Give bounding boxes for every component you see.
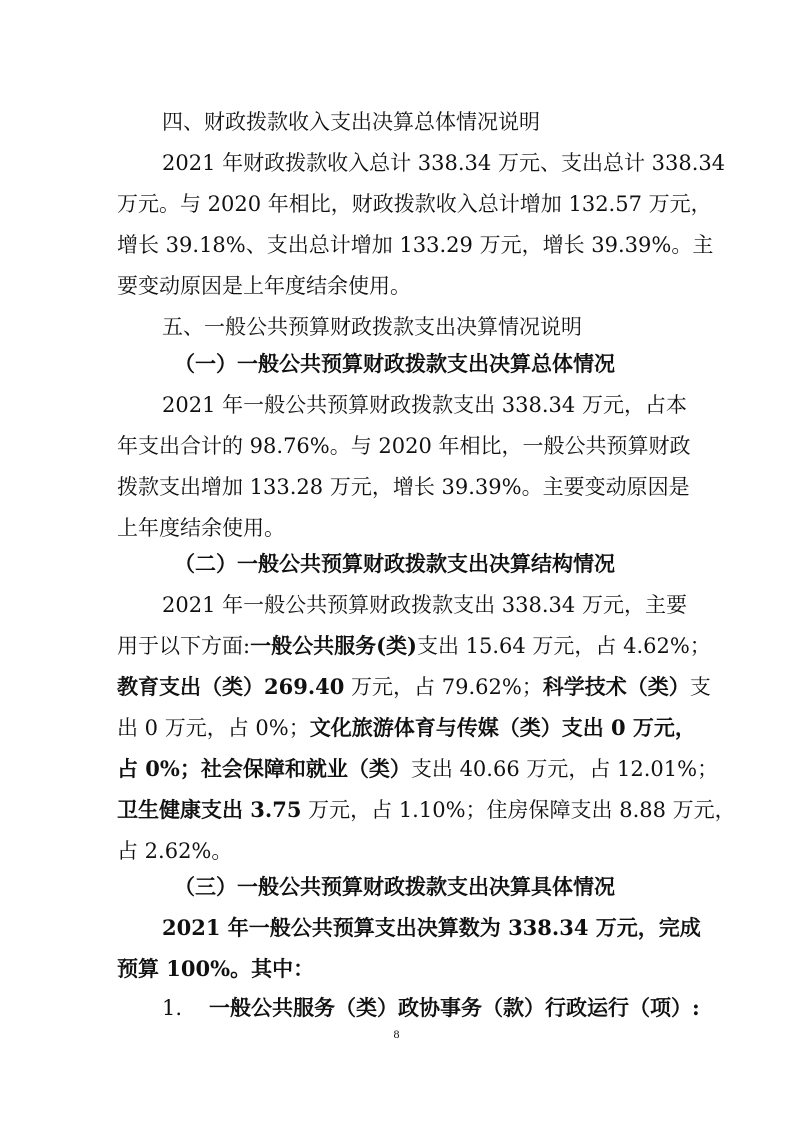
text-run: 用于以下方面: (117, 634, 251, 658)
text-run-bold: 一般公共服务(类) (250, 633, 417, 658)
section-4-heading: 四、财政拨款收入支出决算总体情况说明 (162, 110, 540, 134)
page-number: 8 (393, 1027, 400, 1041)
text-run: 支出 40.66 万元，占 12.01%； (410, 757, 719, 781)
text-run: 万元，占 1.10%；住房保障支出 8.88 万元， (301, 798, 736, 822)
paragraph-line (117, 628, 711, 664)
paragraph-line: 上年度结余使用。 (117, 516, 285, 540)
paragraph-line-bold: 预算 100%。其中： (117, 956, 315, 981)
paragraph-line: 占 2.62%。 (117, 839, 233, 863)
text-run: 万元，占 79.62%； (344, 675, 543, 699)
paragraph-line-bold: 2021 年一般公共预算支出决算数为 338.34 万元，完成 (162, 915, 701, 940)
text-run: 出 0 万元，占 0%； (117, 716, 310, 740)
text-run-bold: 科学技术（类） (542, 674, 690, 699)
section-5-heading: 五、一般公共预算财政拨款支出决算情况说明 (162, 315, 582, 339)
text-run: 支出 15.64 万元，占 4.62%； (416, 634, 711, 658)
paragraph-line: 年支出合计的 98.76%。与 2020 年相比，一般公共预算财政 (117, 434, 691, 458)
text-run-bold: 占 0%；社会保障和就业（类） (117, 756, 411, 781)
paragraph-line: 要变动原因是上年度结余使用。 (117, 274, 411, 298)
paragraph-line (117, 669, 711, 705)
paragraph-line (117, 751, 719, 787)
subsection-2-heading: （二）一般公共预算财政拨款支出决算结构情况 (174, 551, 615, 576)
list-item-text: 一般公共服务（类）政协事务（款）行政运行（项）: (209, 995, 700, 1020)
text-run-bold: 卫生健康支出 3.75 (117, 797, 302, 822)
paragraph-line: 2021 年财政拨款收入总计 338.34 万元、支出总计 338.34 (162, 151, 726, 175)
subsection-1-heading: （一）一般公共预算财政拨款支出决算总体情况 (174, 351, 615, 376)
paragraph-line: 拨款支出增加 133.28 万元，增长 39.39%。主要变动原因是 (117, 475, 690, 499)
text-run: 支 (689, 675, 711, 699)
paragraph-line (117, 792, 736, 828)
text-run-bold: 文化旅游体育与传媒（类）支出 0 万元， (309, 715, 696, 740)
list-item-number: 1. (162, 996, 183, 1020)
paragraph-line: 万元。与 2020 年相比，财政拨款收入总计增加 132.57 万元， (117, 192, 712, 216)
subsection-3-heading: （三）一般公共预算财政拨款支出决算具体情况 (174, 874, 615, 899)
text-run-bold: 教育支出（类）269.40 (117, 674, 345, 699)
paragraph-line: 2021 年一般公共预算财政拨款支出 338.34 万元，占本 (162, 393, 687, 417)
paragraph-line: 2021 年一般公共预算财政拨款支出 338.34 万元，主要 (162, 593, 687, 617)
paragraph-line: 增长 39.18%、支出总计增加 133.29 万元，增长 39.39%。主 (117, 233, 714, 257)
paragraph-line (117, 710, 696, 746)
